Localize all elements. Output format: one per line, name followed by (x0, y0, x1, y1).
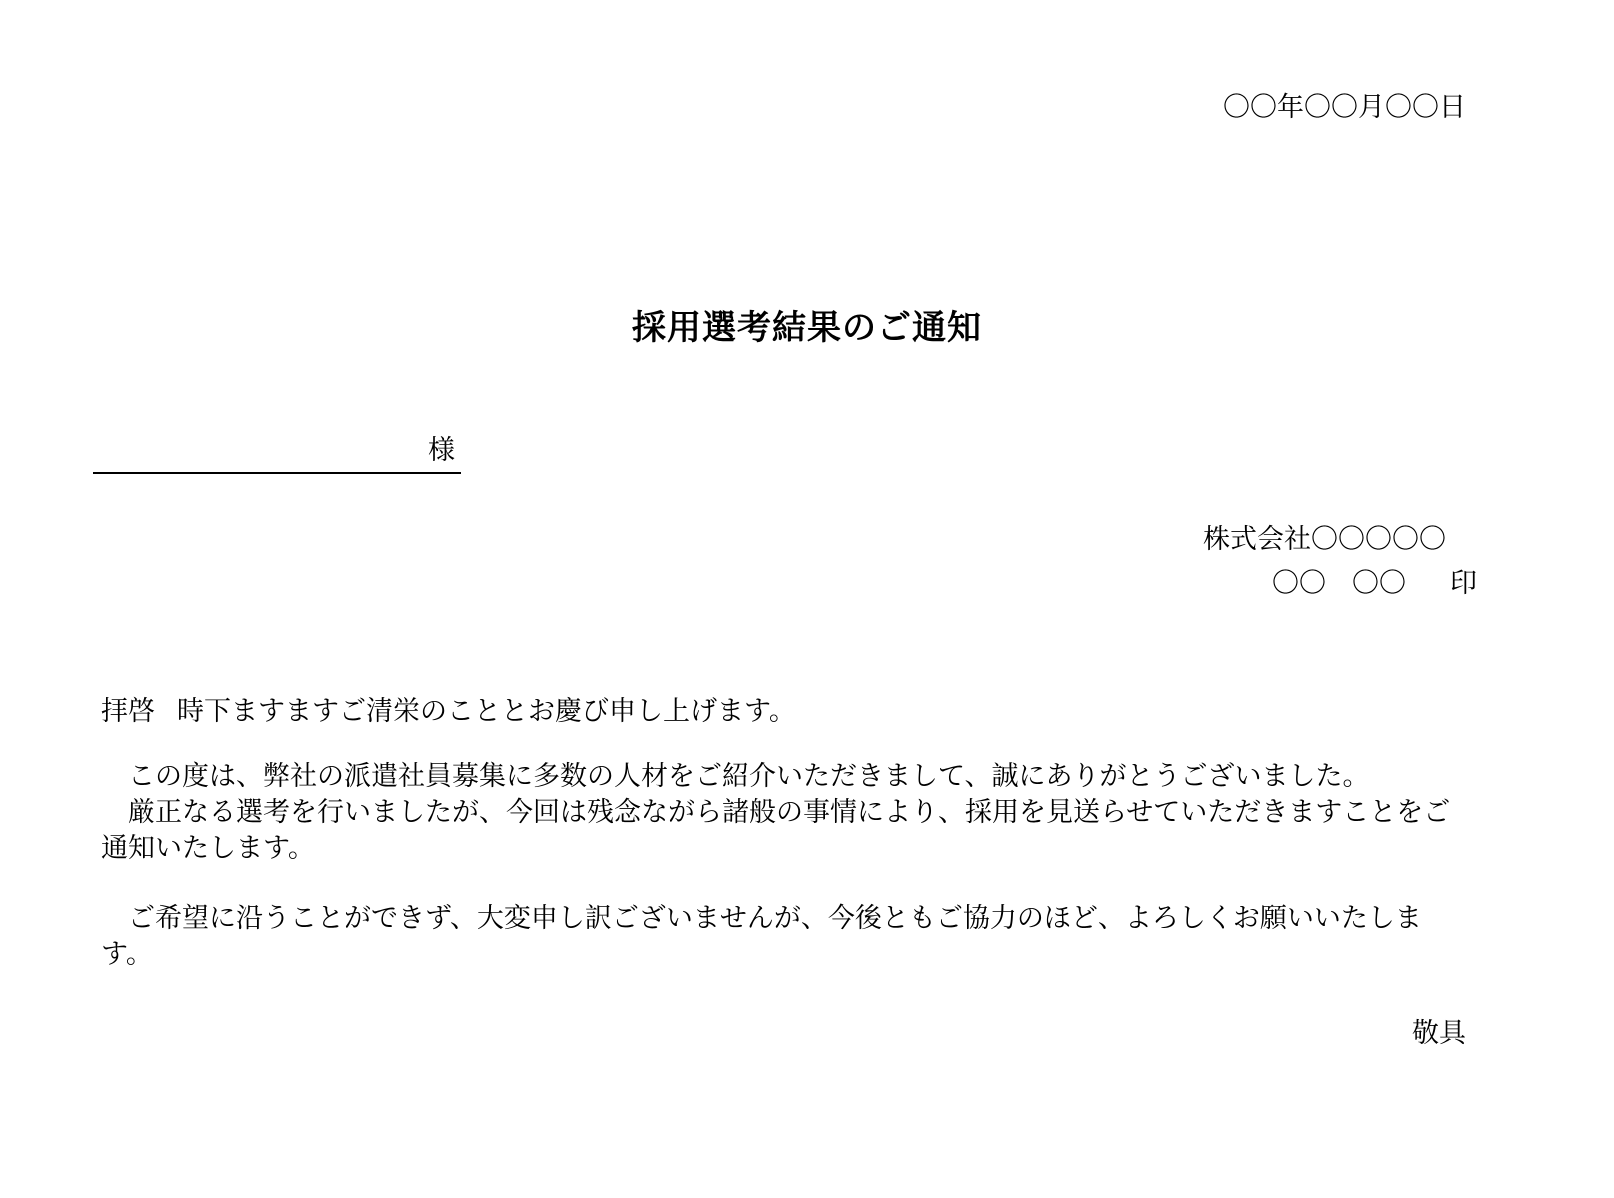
seasonal-greeting: 時下ますますご清栄のこととお慶び申し上げます。 (177, 696, 796, 727)
recipient-line (93, 430, 461, 474)
sender-company: 株式会社〇〇〇〇〇 (1203, 524, 1446, 555)
sender-family-name: 〇〇 (1272, 568, 1326, 599)
letter-date: 〇〇年〇〇月〇〇日 (1223, 92, 1466, 123)
sender-given-name: 〇〇 (1352, 568, 1406, 599)
sender-person (1272, 564, 1477, 604)
salutation (101, 692, 796, 732)
opening-word: 拝啓 (101, 696, 155, 727)
seal-mark: 印 (1450, 568, 1477, 599)
body-paragraph: この度は、弊社の派遣社員募集に多数の人材をご紹介いただきまして、誠にありがとうございました。 厳正なる選考を行いましたが、今回は残念ながら諸般の事情により、採用を見送らせていただきますことをご通知いたします。 (101, 761, 1451, 864)
recipient-honorific: 様 (428, 435, 455, 466)
letter-title: 採用選考結果のご通知 (632, 308, 982, 348)
body-paragraph: ご希望に沿うことができず、大変申し訳ございませんが、今後ともご協力のほど、よろしくお願いいたします。 (101, 903, 1422, 970)
closing-word: 敬具 (1412, 1018, 1466, 1049)
